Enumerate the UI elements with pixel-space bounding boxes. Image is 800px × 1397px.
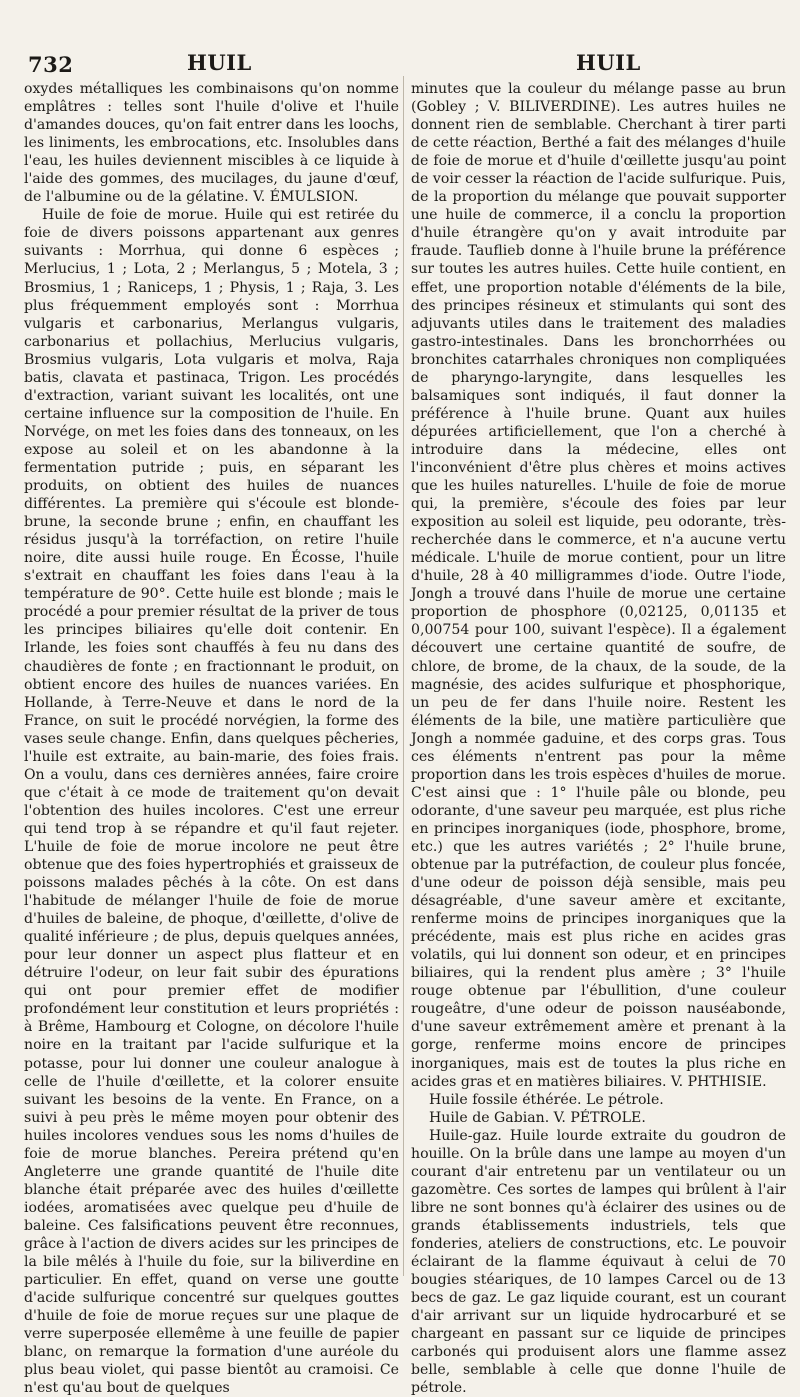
left-column (24, 80, 399, 1397)
page-number: 732 (28, 52, 74, 77)
paragraph-huile-gaz: Huile-gaz. Huile lourde extraite du goudron de houille. On la brûle dans une lampe au moyen d'un courant d'air entretenu par un ventilateur ou un gazomètre. Ces sortes de lampes qui brûlent à l'air libre ne sont bonnes qu'à éclairer des usines ou de grands établissements industriels, tels que fonderies, ateliers de constructions, etc. Le pouvoir éclairant de la flamme équivaut à celui de 70 bougies stéariques, de 10 lampes Carcel ou de 13 becs de gaz. Le gaz liquide courant, est un courant d'air arrivant sur un liquide hydrocarburé et se chargeant en passant sur ce liquide de principes carbonés qui produisent alors une flamme assez belle, semblable à celle que donne l'huile de pétrole. (411, 1127, 786, 1397)
paragraph-huile-de-foie-de-morue: Huile de foie de morue. Huile qui est retirée du foie de divers poissons appartenant aux genres suivants : Morrhua, qui donne 6 espèces ; Merlucius, 1 ; Lota, 2 ; Merlangus, 5 ; Motela, 3 ; Brosmius, 1 ; Raniceps, 1 ; Physis, 1 ; Raja, 3. Les plus fréquemment employés sont : Morrhua vulgaris et carbonarius, Merlangus vulgaris, carbonarius et pollachius, Merlucius vulgaris, Brosmius vulgaris, Lota vulgaris et molva, Raja batis, clavata et pastinaca, Trigon. Les procédés d'extraction, variant suivant les localités, ont une certaine influence sur la composition de l'huile. En Norvége, on met les foies dans des tonneaux, on les expose au soleil et on les abandonne à la fermentation putride ; puis, en séparant les produits, on obtient des huiles de nuances différentes. La première qui s'écoule est blonde-brune, la seconde brune ; enfin, en chauffant les résidus jusqu'à la torréfaction, on retire l'huile noire, dite aussi huile rouge. En Écosse, l'huile s'extrait en chauffant les foies dans l'eau à la température de 90°. Cette huile est blonde ; mais le procédé a pour premier résultat de la priver de tous les principes biliaires qu'elle doit contenir. En Irlande, les foies sont chauffés à feu nu dans des chaudières de fonte ; en fractionnant le produit, on obtient encore des huiles de nuances variées. En Hollande, à Terre-Neuve et dans le nord de la France, on suit le procédé norvégien, la forme des vases seule change. Enfin, dans quelques pêcheries, l'huile est extraite, au bain-marie, des foies frais. On a voulu, dans ces dernières années, faire croire que c'était à ce mode de traitement qu'on devait l'obtention des huiles incolores. C'est une erreur qui tend trop à se répandre et qu'il faut rejeter. L'huile de foie de morue incolore ne peut être obtenue que des foies hypertrophiés et graisseux de poissons malades pêchés à la côte. On est dans l'habitude de mélanger l'huile de foie de morue d'huiles de baleine, de phoque, d'œillette, d'olive de qualité inférieure ; de plus, depuis quelques années, pour leur donner un aspect plus flatteur et en détruire l'odeur, on leur fait subir des épurations qui ont pour premier effet de modifier profondément leur constitution et leurs propriétés : à Brême, Hambourg et Cologne, on décolore l'huile noire en la traitant par l'acide sulfurique et la potasse, pour lui donner une couleur analogue à celle de l'huile d'œillette, et la colorer ensuite suivant les besoins de la vente. En France, on a suivi à peu près le même moyen pour obtenir des huiles incolores vendues sous les noms d'huiles de foie de morue blanches. Pereira prétend qu'en Angleterre une grande quantité de l'huile dite blanche était préparée avec des huiles d'œillette iodées, aromatisées avec quelque peu d'huile de baleine. Ces falsifications peuvent être reconnues, grâce à l'action de divers acides sur les principes de la bile mêlés à l'huile du foie, sur la biliverdine en particulier. En effet, quand on verse une goutte d'acide sulfurique concentré sur quelques gouttes d'huile de foie de morue reçues sur une plaque de verre superposée ellemême à une feuille de papier blanc, on remarque la formation d'une auréole du plus beau violet, qui passe bientôt au cramoisi. Ce n'est qu'au bout de quelques (24, 207, 399, 1397)
right-column (411, 80, 786, 1397)
paragraph-huile-de-gabian: Huile de Gabian. V. PÉTROLE. (429, 1109, 646, 1126)
paragraph-morue-continued: minutes que la couleur du mélange passe au brun (Gobley ; V. BILIVERDINE). Les autres huiles ne donnent rien de semblable. Cherchant à tirer parti de cette réaction, Berthé a fait des mélanges d'huile de foie de morue et d'huile d'œillette jusqu'au point de voir cesser la réaction de l'acide sulfurique. Puis, de la proportion du mélange que pouvait supporter une huile de commerce, il a conclu la proportion d'huile étrangère qu'on y avait introduite par fraude. Tauflieb donne à l'huile brune la préférence sur toutes les autres huiles. Cette huile contient, en effet, une proportion notable d'éléments de la bile, des principes résineux et stimulants qui sont des adjuvants utiles dans le traitement des maladies gastro-intestinales. Dans les bronchorrhées ou bronchites catarrhales chroniques non compliquées de pharyngo-laryngite, dans lesquelles les balsamiques sont indiqués, il faut donner la préférence à l'huile brune. Quant aux huiles dépurées artificiellement, que l'on a cherché à introduire dans la médecine, elles ont l'inconvénient d'être plus chères et moins actives que les huiles naturelles. L'huile de foie de morue qui, la première, s'écoule des foies par leur exposition au soleil est liquide, peu odorante, très-recherchée dans le commerce, et n'a aucune vertu médicale. L'huile de morue contient, pour un litre d'huile, 28 à 40 milligrammes d'iode. Outre l'iode, Jongh a trouvé dans l'huile de morue une certaine proportion de phosphore (0,02125, 0,01135 et 0,00754 pour 100, suivant l'espèce). Il a également découvert une certaine quantité de soufre, de chlore, de brome, de la chaux, de la soude, de la magnésie, des acides sulfurique et phosphorique, un peu de fer dans l'huile noire. Restent les éléments de la bile, une matière particulière que Jongh a nommée gaduine, et des corps gras. Tous ces éléments n'entrent pas pour la même proportion dans les trois espèces d'huiles de morue. C'est ainsi que : 1° l'huile pâle ou blonde, peu odorante, d'une saveur peu marquée, est plus riche en principes inorganiques (iode, phosphore, brome, etc.) que les autres variétés ; 2° l'huile brune, obtenue par la putréfaction, de couleur plus foncée, d'une odeur de poisson déjà sensible, mais peu désagréable, d'une saveur amère et excitante, renferme moins de principes inorganiques que la précédente, mais est plus riche en acides gras volatils, qui lui donnent son odeur, et en principes biliaires, qui la rendent plus amère ; 3° l'huile rouge obtenue par l'ébullition, d'une couleur rougeâtre, d'une odeur de poisson nauséabonde, d'une saveur extrêmement amère et prenant à la gorge, renferme moins encore de principes inorganiques, mais est de toutes la plus riche en acides gras et en matières biliaires. V. PHTHISIE. (411, 81, 786, 1090)
paragraph-emulsion: oxydes métalliques les combinaisons qu'on nomme emplâtres : telles sont l'huile d'olive et l'huile d'amandes douces, qu'on fait entrer dans les loochs, les liniments, les embrocations, etc. Insolubles dans l'eau, les huiles deviennent miscibles à ce liquide à l'aide des gommes, des mucilages, du jaune d'œuf, de l'albumine ou de la gélatine. V. ÉMULSION. (24, 81, 399, 206)
paragraph-huile-fossile: Huile fossile éthérée. Le pétrole. (429, 1091, 664, 1108)
column-divider (403, 76, 404, 1276)
running-head-right: HUIL (576, 50, 641, 75)
running-head-left: HUIL (187, 50, 252, 75)
